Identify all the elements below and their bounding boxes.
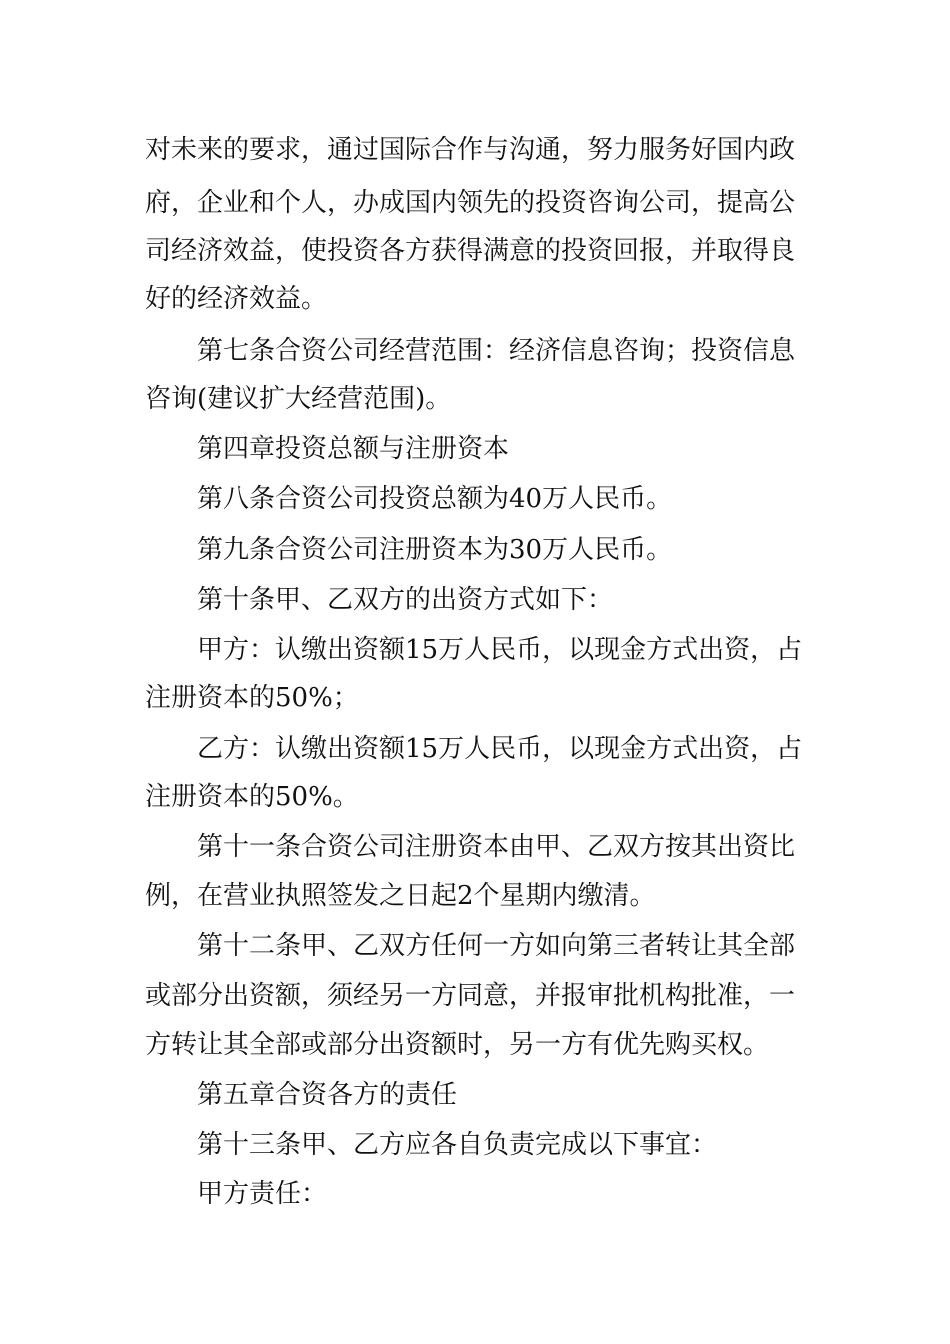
text-line: 府，企业和个人，办成国内领先的投资咨询公司，提高公	[145, 188, 796, 218]
article-7-line: 第七条合资公司经营范围：经济信息咨询；投资信息	[197, 336, 796, 366]
party-a-contribution-line: 甲方：认缴出资额15万人民币，以现金方式出资，占	[197, 635, 803, 665]
text-line: 对未来的要求，通过国际合作与沟通，努力服务好国内政	[145, 135, 796, 165]
text-line: 注册资本的50%；	[145, 683, 359, 713]
article-11-line: 第十一条合资公司注册资本由甲、乙双方按其出资比	[197, 832, 796, 862]
chapter-heading-4: 第四章投资总额与注册资本	[197, 434, 510, 464]
party-b-contribution-line: 乙方：认缴出资额15万人民币，以现金方式出资，占	[197, 734, 803, 764]
text-line: 方转让其全部或部分出资额时，另一方有优先购买权。	[145, 1030, 770, 1060]
article-13-line: 第十三条甲、乙方应各自负责完成以下事宜：	[197, 1130, 718, 1160]
text-line: 咨询(建议扩大经营范围)。	[145, 384, 452, 414]
chapter-heading-5: 第五章合资各方的责任	[197, 1080, 458, 1110]
article-8-line: 第八条合资公司投资总额为40万人民币。	[197, 484, 673, 514]
text-line: 或部分出资额，须经另一方同意，并报审批机构批准，一	[145, 981, 796, 1011]
text-line: 例，在营业执照签发之日起2个星期内缴清。	[145, 881, 656, 911]
article-9-line: 第九条合资公司注册资本为30万人民币。	[197, 535, 673, 565]
article-10-line: 第十条甲、乙双方的出资方式如下：	[197, 585, 614, 615]
text-line: 注册资本的50%。	[145, 782, 359, 812]
text-line: 司经济效益，使投资各方获得满意的投资回报，并取得良	[145, 236, 796, 266]
text-line: 好的经济效益。	[145, 284, 328, 314]
party-a-duties-heading: 甲方责任：	[197, 1179, 328, 1209]
article-12-line: 第十二条甲、乙双方任何一方如向第三者转让其全部	[197, 931, 796, 961]
